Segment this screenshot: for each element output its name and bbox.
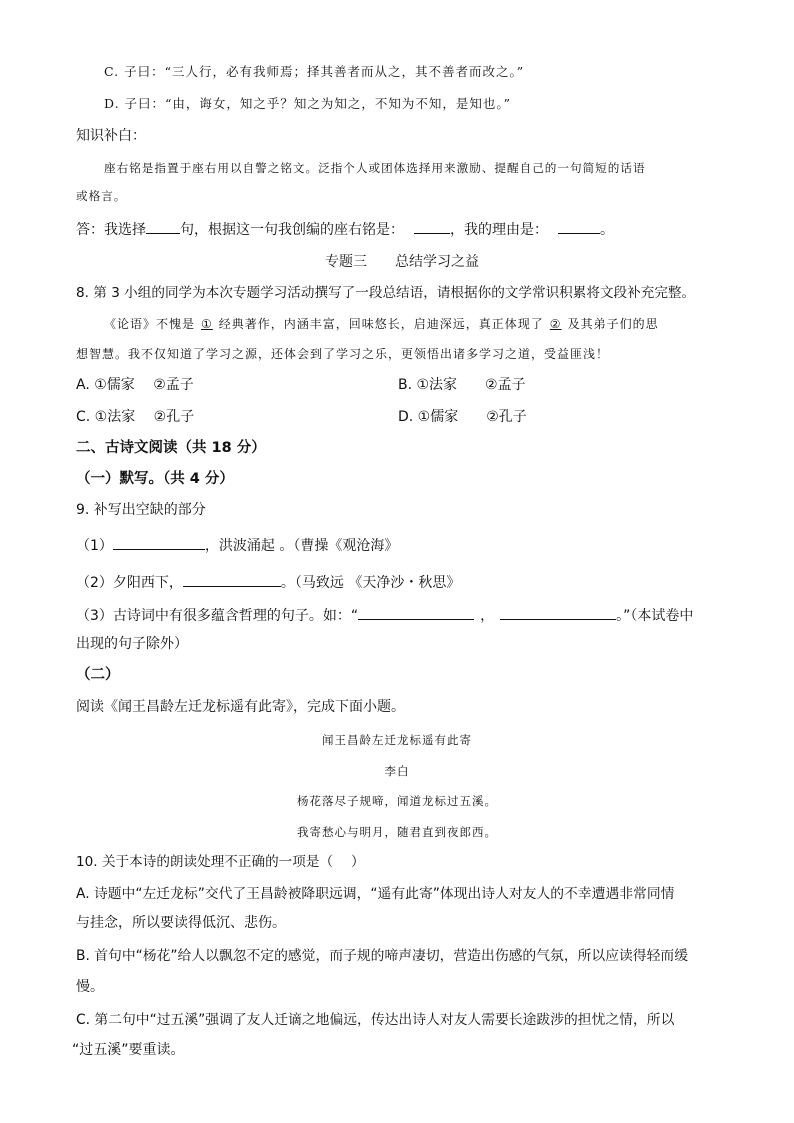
answer-prefix: 答：我选择: [76, 222, 146, 238]
q8-paragraph-line1: [104, 314, 659, 334]
q8-option-b[interactable]: B. ①法家 ②孟子: [398, 377, 526, 393]
part1-heading: （一）默写。（共 4 分）: [76, 471, 234, 487]
q9-stem: 9. 补写出空缺的部分: [76, 502, 206, 518]
q10-option-b-line1[interactable]: B. 首句中“杨花”给人以飘忽不定的感觉，而子规的啼声凄切，营造出伤感的气氛，所以应读得轻而缓: [76, 948, 688, 964]
q9-item2-text-a: （2）夕阳西下，: [76, 575, 183, 591]
q9-item2: [76, 572, 460, 593]
q9-blank-1[interactable]: [113, 535, 205, 550]
poem-title: 闻王昌龄左迁龙标遥有此寄: [322, 733, 472, 747]
q8-option-d[interactable]: D. ①儒家 ②孔子: [398, 409, 527, 425]
poem-author: 李白: [384, 764, 410, 778]
q7-option-d: D. 子曰：“由，诲女，知之乎？知之为知之，不知为不知，是知也。”: [104, 96, 512, 111]
q9-item3-comma: ，: [480, 608, 495, 624]
knowledge-text-line1: 座右铭是指置于座右用以自警之铭文。泛指个人或团体选择用来激励、提醒自己的一句简短的话语: [104, 161, 646, 175]
q7-answer-line: [76, 219, 614, 240]
q9-item1-text: ，洪波涌起 。（曹操《观沧海》: [204, 538, 399, 554]
q7-option-c: C. 子曰：“三人行，必有我师焉；择其善者而从之，其不善者而改之。”: [104, 64, 525, 79]
poem-line-2: 我寄愁心与明月，随君直到夜郎西。: [297, 825, 497, 839]
topic3-heading: 专题三 总结学习之益: [325, 254, 479, 270]
q9-item1-num: （1）: [76, 538, 113, 554]
q9-blank-4[interactable]: [500, 605, 616, 620]
q10-option-a-line2: 与挂念，所以要读得低沉、悲伤。: [76, 915, 286, 931]
q10-stem: 10. 关于本诗的朗读处理不正确的一项是（ ）: [76, 854, 365, 870]
poem-line-1: 杨花落尽子规啼，闻道龙标过五溪。: [297, 794, 497, 808]
answer-reason-label: ，我的理由是：: [450, 222, 548, 238]
reason-blank[interactable]: [558, 219, 600, 234]
answer-motto-label: 句，根据这一句我创编的座右铭是：: [180, 222, 404, 238]
q8-option-c[interactable]: C. ①法家 ②孔子: [76, 409, 195, 425]
part2-heading: （二）: [76, 667, 120, 683]
q9-item2-text-b: 。（马致远 《天净沙・秋思》: [280, 575, 461, 591]
q8-option-a[interactable]: A. ①儒家 ②孟子: [76, 377, 194, 393]
q9-item3-cont: 出现的句子除外）: [76, 636, 188, 652]
sentence-choice-blank[interactable]: [146, 219, 180, 234]
q8-p1-c: 及其弟子们的思: [567, 317, 659, 331]
reading-intro: 阅读《闻王昌龄左迁龙标遥有此寄》，完成下面小题。: [76, 699, 405, 715]
q8-p1-b: 经典著作，内涵丰富，回味悠长，启迪深远，真正体现了: [218, 317, 544, 331]
q9-item3: [76, 605, 693, 626]
q10-option-b-line2: 慢。: [76, 979, 104, 995]
section2-heading: 二、古诗文阅读（共 18 分）: [76, 440, 266, 456]
q10-option-c-line2: “过五溪”要重读。: [72, 1042, 185, 1058]
knowledge-text-line2: 或格言。: [76, 189, 127, 203]
q9-blank-3[interactable]: [358, 605, 474, 620]
blank-2-marker: ②: [549, 317, 562, 331]
q10-option-c-line1[interactable]: C. 第二句中“过五溪”强调了友人迁谪之地偏远，传达出诗人对友人需要长途跋涉的担忧之情，所以: [76, 1012, 675, 1028]
motto-blank[interactable]: [414, 219, 450, 234]
q9-item3-text-a: （3）古诗词中有很多蕴含哲理的句子。如：“: [76, 608, 359, 624]
knowledge-label: 知识补白：: [76, 128, 146, 144]
q9-item1: [76, 535, 398, 556]
blank-1-marker: ①: [201, 317, 213, 331]
q10-option-a-line1[interactable]: A. 诗题中“左迁龙标”交代了王昌龄被降职远调，“遥有此寄”体现出诗人对友人的不幸遭遇非常同情: [76, 886, 675, 902]
q8-p1-a: 《论语》不愧是: [104, 317, 196, 331]
q9-item3-text-c: 。”（本试卷中: [616, 608, 694, 624]
answer-end: 。: [600, 222, 614, 238]
q8-paragraph-line2: 想智慧。我不仅知道了学习之源，还体会到了学习之乐，更领悟出诸多学习之道，受益匪浅！: [76, 347, 610, 361]
q9-blank-2[interactable]: [183, 572, 281, 587]
q8-stem: 8. 第 3 小组的同学为本次专题学习活动撰写了一段总结语，请根据你的文学常识积累将文段补充完整。: [76, 285, 696, 301]
